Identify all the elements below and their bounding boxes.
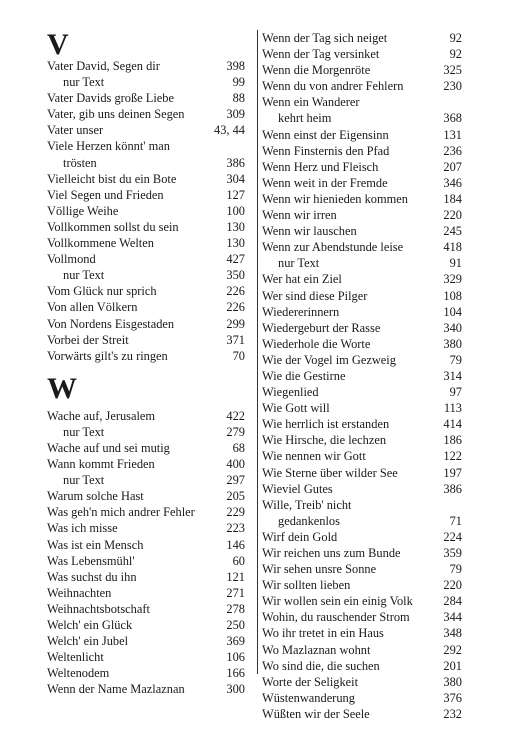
entry-title: gedankenlos	[278, 513, 340, 528]
entry-title: Wir reichen uns zum Bunde	[262, 546, 401, 560]
entry-page-number: 386	[226, 155, 245, 170]
entry-title: Wieviel Gutes	[262, 481, 333, 496]
entry-title: Wohin, du rauschender Strom	[262, 610, 410, 625]
entry-page-number: 398	[226, 59, 245, 73]
index-entry	[262, 384, 462, 400]
entry-page-number: 100	[226, 203, 245, 218]
entry-page-number: 400	[226, 457, 245, 472]
entry-page-number: 371	[226, 332, 245, 347]
entry-page-number: 245	[443, 224, 462, 239]
index-entry	[262, 30, 462, 46]
entry-title: Wo ihr tretet in ein Haus	[262, 626, 384, 641]
entry-title: Wir sollten lieben	[262, 578, 351, 593]
entry-page-number: 279	[226, 424, 245, 439]
entry-title: Wenn einst der Eigensinn	[262, 127, 389, 142]
index-entry	[262, 207, 462, 223]
entry-page-number: 271	[226, 585, 245, 600]
index-entry	[47, 456, 245, 472]
entry-page-number: 297	[226, 473, 245, 488]
index-list-v	[47, 58, 245, 364]
entry-page-number: 207	[443, 159, 462, 174]
entry-page-number: 300	[226, 682, 245, 697]
index-entry	[262, 561, 462, 577]
entry-title: Wenn Finsternis den Pfad	[262, 143, 390, 158]
entry-title: Viel Segen und Frieden	[47, 187, 164, 202]
entry-title: Wüßten wir der Seele	[262, 706, 370, 721]
entry-page-number: 106	[226, 650, 245, 665]
index-entry	[47, 283, 245, 299]
index-entry	[262, 690, 462, 706]
entry-page-number: 68	[232, 440, 245, 455]
entry-title: Welch' ein Glück	[47, 618, 133, 632]
index-entry	[262, 400, 462, 416]
left-column	[47, 30, 245, 697]
entry-title: Wenn wir lauschen	[262, 224, 357, 239]
entry-title: Wenn weit in der Fremde	[262, 175, 388, 190]
entry-page-number: 113	[443, 401, 462, 416]
index-entry	[47, 299, 245, 315]
index-entry	[262, 529, 462, 545]
entry-page-number: 201	[443, 658, 462, 673]
index-entry	[47, 58, 245, 74]
entry-page-number: 220	[443, 578, 462, 593]
entry-title: Was ist ein Mensch	[47, 537, 144, 552]
entry-page-number: 131	[443, 127, 462, 142]
index-entry	[262, 127, 462, 143]
entry-page-number: 91	[449, 256, 462, 271]
entry-page-number: 427	[226, 252, 245, 267]
index-entry	[47, 537, 245, 553]
entry-page-number: 340	[443, 320, 462, 335]
entry-title: nur Text	[63, 473, 105, 488]
index-entry	[262, 625, 462, 641]
entry-page-number: 232	[443, 706, 462, 721]
entry-page-number: 166	[226, 666, 245, 681]
entry-title: Wie Gott will	[262, 401, 330, 416]
entry-page-number: 99	[232, 75, 245, 90]
index-entry	[47, 601, 245, 617]
index-entry	[262, 255, 462, 271]
entry-title: nur Text	[63, 424, 105, 439]
entry-title: Wenn wir hienieden kommen	[262, 191, 408, 206]
entry-title: Vater David, Segen dir	[47, 59, 160, 73]
entry-page-number: 350	[226, 268, 245, 283]
entry-title: Vater unser	[47, 123, 104, 138]
entry-page-number: 71	[449, 513, 462, 528]
entry-page-number: 230	[443, 79, 462, 94]
entry-title: Wo Mazlaznan wohnt	[262, 642, 371, 657]
index-entry	[47, 235, 245, 251]
entry-page-number: 422	[226, 408, 245, 423]
entry-title: Wenn zur Abendstunde leise	[262, 240, 404, 255]
entry-page-number: 226	[226, 284, 245, 299]
entry-page-number: 108	[443, 288, 462, 303]
entry-title: Wie der Vogel im Gezweig	[262, 352, 396, 367]
index-entry	[262, 465, 462, 481]
index-entry	[47, 520, 245, 536]
entry-title: Wir sehen unsre Sonne	[262, 562, 377, 577]
entry-title: Wiedererinnern	[262, 304, 340, 319]
entry-page-number: 60	[232, 553, 245, 568]
index-entry	[262, 577, 462, 593]
entry-page-number: 304	[226, 171, 245, 186]
entry-page-number: 146	[226, 537, 245, 552]
entry-page-number: 348	[443, 626, 462, 641]
entry-page-number: 197	[443, 465, 462, 480]
index-entry	[262, 159, 462, 175]
entry-title: Weihnachten	[47, 585, 112, 600]
index-entry	[47, 74, 245, 90]
index-entry	[262, 304, 462, 320]
entry-title: Wir wollen sein ein einig Volk	[262, 594, 413, 609]
entry-page-number: 278	[226, 601, 245, 616]
entry-title: Wenn der Tag sich neiget	[262, 31, 388, 45]
index-entry	[47, 665, 245, 681]
entry-page-number: 205	[226, 489, 245, 504]
index-entry	[262, 175, 462, 191]
index-entry	[262, 62, 462, 78]
index-entry	[262, 497, 462, 513]
entry-title: Von Nordens Eisgestaden	[47, 316, 175, 331]
index-entry	[262, 448, 462, 464]
entry-page-number: 130	[226, 236, 245, 251]
entry-title: Weihnachtsbotschaft	[47, 601, 150, 616]
index-entry	[262, 642, 462, 658]
index-entry	[47, 440, 245, 456]
index-entry	[262, 416, 462, 432]
entry-title: Was ich misse	[47, 521, 118, 536]
entry-title: Wiederhole die Worte	[262, 336, 371, 351]
entry-title: Wie herrlich ist erstanden	[262, 417, 390, 432]
index-entry	[47, 155, 245, 171]
index-entry	[47, 569, 245, 585]
entry-page-number: 299	[226, 316, 245, 331]
index-entry	[262, 223, 462, 239]
entry-title: Was geh'n mich andrer Fehler	[47, 505, 195, 520]
entry-title: Vater Davids große Liebe	[47, 91, 174, 106]
entry-page-number: 346	[443, 175, 462, 190]
entry-page-number: 229	[226, 505, 245, 520]
entry-title: nur Text	[63, 75, 105, 90]
index-entry	[47, 219, 245, 235]
entry-page-number: 127	[226, 187, 245, 202]
entry-page-number: 236	[443, 143, 462, 158]
entry-title: Wenn du von andrer Fehlern	[262, 79, 404, 94]
index-entry	[262, 320, 462, 336]
entry-title: Vater, gib uns deinen Segen	[47, 107, 185, 122]
index-entry	[262, 78, 462, 94]
index-entry	[262, 352, 462, 368]
entry-page-number: 250	[226, 618, 245, 632]
index-entry	[262, 481, 462, 497]
index-entry	[47, 488, 245, 504]
index-entry	[47, 316, 245, 332]
entry-page-number: 88	[232, 91, 245, 106]
entry-title: Wenn wir irren	[262, 208, 337, 223]
entry-title: Worte der Seligkeit	[262, 674, 359, 689]
index-entry	[262, 593, 462, 609]
index-entry	[47, 633, 245, 649]
index-entry	[47, 332, 245, 348]
index-entry	[262, 513, 462, 529]
entry-page-number: 122	[443, 449, 462, 464]
index-entry	[47, 681, 245, 697]
column-divider	[257, 30, 258, 674]
entry-title: Vollkommen sollst du sein	[47, 219, 179, 234]
entry-page-number: 369	[226, 634, 245, 649]
index-entry	[262, 191, 462, 207]
entry-title: Vorwärts gilt's zu ringen	[47, 348, 168, 363]
entry-page-number: 223	[226, 521, 245, 536]
entry-title: Warum solche Hast	[47, 489, 144, 504]
entry-title: Wenn Herz und Fleisch	[262, 159, 379, 174]
entry-page-number: 224	[443, 529, 462, 544]
entry-page-number: 344	[443, 610, 462, 625]
entry-page-number: 186	[443, 433, 462, 448]
right-column	[262, 30, 462, 722]
entry-page-number: 314	[443, 368, 462, 383]
entry-title: Vollmond	[47, 252, 96, 267]
index-entry	[262, 432, 462, 448]
entry-title: Welch' ein Jubel	[47, 634, 129, 649]
entry-page-number: 284	[443, 594, 462, 609]
entry-page-number: 43, 44	[214, 123, 245, 138]
index-entry	[47, 348, 245, 364]
entry-title: Wann kommt Frieden	[47, 457, 155, 472]
entry-page-number: 226	[226, 300, 245, 315]
entry-title: Wie nennen wir Gott	[262, 449, 366, 464]
entry-page-number: 121	[226, 569, 245, 584]
entry-title: Vorbei der Streit	[47, 332, 129, 347]
index-entry	[47, 122, 245, 138]
index-entry	[47, 90, 245, 106]
entry-title: Wache auf und sei mutig	[47, 440, 170, 455]
entry-title: Wille, Treib' nicht	[262, 497, 352, 512]
entry-page-number: 368	[443, 111, 462, 126]
entry-page-number: 325	[443, 63, 462, 78]
entry-title: Wiegenlied	[262, 385, 319, 400]
entry-title: Wenn der Tag versinket	[262, 47, 380, 62]
entry-title: Vielleicht bist du ein Bote	[47, 171, 177, 186]
index-entry	[262, 368, 462, 384]
entry-page-number: 79	[449, 352, 462, 367]
index-entry	[47, 585, 245, 601]
index-list-right	[262, 30, 462, 722]
entry-title: Wie die Gestirne	[262, 368, 346, 383]
entry-page-number: 92	[449, 31, 462, 45]
entry-page-number: 380	[443, 674, 462, 689]
entry-page-number: 104	[443, 304, 462, 319]
index-entry	[262, 658, 462, 674]
entry-page-number: 220	[443, 208, 462, 223]
index-entry	[262, 239, 462, 255]
entry-page-number: 309	[226, 107, 245, 122]
index-entry	[47, 251, 245, 267]
index-entry	[262, 46, 462, 62]
entry-page-number: 292	[443, 642, 462, 657]
index-list-w	[47, 408, 245, 698]
index-entry	[262, 110, 462, 126]
entry-title: Viele Herzen könnt' man	[47, 139, 170, 154]
entry-title: Wüstenwanderung	[262, 690, 355, 705]
entry-title: Wenn die Morgenröte	[262, 63, 371, 78]
index-entry	[47, 472, 245, 488]
index-entry	[262, 288, 462, 304]
entry-title: nur Text	[278, 256, 320, 271]
entry-page-number: 130	[226, 219, 245, 234]
entry-title: Wirf dein Gold	[262, 529, 338, 544]
entry-title: Weltenodem	[47, 666, 110, 681]
index-entry	[47, 106, 245, 122]
entry-title: Von allen Völkern	[47, 300, 138, 315]
index-entry	[262, 336, 462, 352]
section-letter-w: W	[47, 371, 77, 405]
index-entry	[262, 545, 462, 561]
index-entry	[47, 424, 245, 440]
entry-title: Wer hat ein Ziel	[262, 272, 342, 287]
index-entry	[47, 203, 245, 219]
entry-title: Wer sind diese Pilger	[262, 288, 368, 303]
entry-page-number: 97	[449, 385, 462, 400]
entry-page-number: 376	[443, 690, 462, 705]
entry-page-number: 329	[443, 272, 462, 287]
entry-page-number: 386	[443, 481, 462, 496]
index-entry	[47, 138, 245, 154]
index-entry	[47, 617, 245, 633]
entry-title: Wo sind die, die suchen	[262, 658, 380, 673]
index-entry	[262, 94, 462, 110]
index-entry	[47, 408, 245, 424]
entry-title: Vom Glück nur sprich	[47, 284, 157, 299]
entry-title: trösten	[63, 155, 97, 170]
entry-title: kehrt heim	[278, 111, 332, 126]
index-entry	[47, 187, 245, 203]
index-entry	[262, 674, 462, 690]
entry-page-number: 414	[443, 417, 462, 432]
index-entry	[47, 553, 245, 569]
entry-title: Vollkommene Welten	[47, 236, 154, 251]
index-entry	[262, 143, 462, 159]
index-entry	[47, 649, 245, 665]
index-entry	[47, 267, 245, 283]
entry-page-number: 79	[449, 562, 462, 577]
entry-page-number: 184	[443, 191, 462, 206]
index-entry	[47, 171, 245, 187]
section-letter-v: V	[47, 28, 69, 61]
entry-title: Was suchst du ihn	[47, 569, 137, 584]
entry-page-number: 418	[443, 240, 462, 255]
entry-title: Wiedergeburt der Rasse	[262, 320, 381, 335]
entry-page-number: 380	[443, 336, 462, 351]
entry-title: Weltenlicht	[47, 650, 104, 665]
entry-title: nur Text	[63, 268, 105, 283]
entry-title: Wenn ein Wanderer	[262, 95, 360, 110]
entry-title: Wie Sterne über wilder See	[262, 465, 398, 480]
entry-page-number: 70	[232, 348, 245, 363]
index-entry	[47, 504, 245, 520]
index-entry	[262, 706, 462, 722]
entry-page-number: 359	[443, 546, 462, 560]
index-entry	[262, 271, 462, 287]
entry-page-number: 92	[449, 47, 462, 62]
index-entry	[262, 609, 462, 625]
entry-title: Was Lebensmühl'	[47, 553, 135, 568]
entry-title: Wie Hirsche, die lechzen	[262, 433, 387, 448]
entry-title: Wenn der Name Mazlaznan	[47, 682, 185, 697]
entry-title: Wache auf, Jerusalem	[47, 408, 156, 423]
entry-title: Völlige Weihe	[47, 203, 119, 218]
